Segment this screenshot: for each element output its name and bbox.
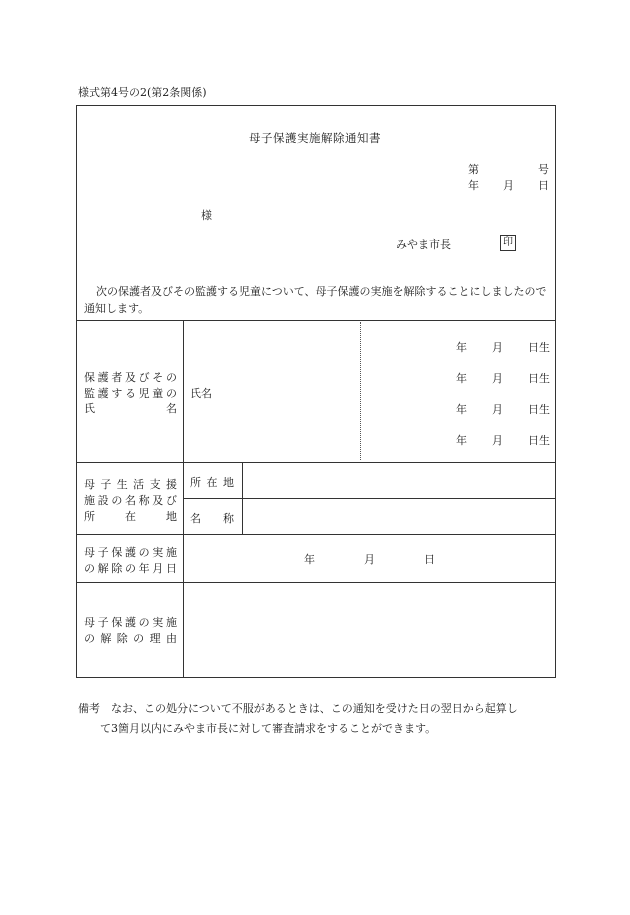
divider xyxy=(76,320,556,321)
number-go: 号 xyxy=(538,163,549,176)
issuer-name: みやま市長 xyxy=(396,238,451,251)
divider xyxy=(242,462,243,534)
number-dai: 第 xyxy=(468,163,479,176)
reason-label-line1: 母 子 保 護 の 実 施 xyxy=(84,616,177,629)
date-year: 年 xyxy=(468,179,479,192)
divider xyxy=(76,582,556,583)
divider xyxy=(183,320,184,678)
birthdate-part: 日生 xyxy=(528,403,550,416)
birthdate-part: 年 xyxy=(456,434,467,447)
addressee-suffix: 様 xyxy=(201,209,212,222)
birthdate-part: 月 xyxy=(492,341,503,354)
facility-name-label: 名 称 xyxy=(190,512,234,525)
divider xyxy=(76,462,556,463)
birthdate-part: 月 xyxy=(492,434,503,447)
form-number-label: 様式第4号の2(第2条関係) xyxy=(78,86,207,99)
birthdate-part: 月 xyxy=(492,403,503,416)
reason-label-line2: の 解 除 の 理 由 xyxy=(84,632,177,645)
guardian-label-line3: 氏 名 xyxy=(84,402,177,415)
remarks-line1: 備考 なお、この処分について不服があるときは、この通知を受けた日の翌日から起算し xyxy=(78,702,518,715)
guardian-label-line2: 監 護 す る 児 童 の xyxy=(84,387,177,400)
release-date-label-line2: の 解 除 の 年 月 日 xyxy=(84,562,177,575)
birthdate-part: 月 xyxy=(492,372,503,385)
birthdate-part: 年 xyxy=(456,403,467,416)
birthdate-part: 日生 xyxy=(528,434,550,447)
remarks-line2: て3箇月以内にみやま市長に対して審査請求をすることができます。 xyxy=(100,722,437,735)
name-label: 氏名 xyxy=(190,387,212,400)
release-month: 月 xyxy=(364,553,375,566)
birthdate-part: 日生 xyxy=(528,372,550,385)
birthdate-part: 日生 xyxy=(528,341,550,354)
seal-mark: 印 xyxy=(500,235,516,251)
date-month: 月 xyxy=(503,179,514,192)
dotted-divider xyxy=(360,322,361,460)
facility-label-line1: 母 子 生 活 支 援 xyxy=(84,478,177,491)
release-date-label-line1: 母 子 保 護 の 実 施 xyxy=(84,546,177,559)
release-year: 年 xyxy=(304,553,315,566)
birthdate-part: 年 xyxy=(456,341,467,354)
birthdate-part: 年 xyxy=(456,372,467,385)
guardian-label-line1: 保 護 者 及 び そ の xyxy=(84,371,177,384)
date-day: 日 xyxy=(538,179,549,192)
remarks-note xyxy=(78,699,556,739)
document-title: 母子保護実施解除通知書 xyxy=(249,131,381,145)
body-text: 次の保護者及びその監護する児童について、母子保護の実施を解除することにしましたので通知します。 xyxy=(84,285,547,315)
release-day: 日 xyxy=(424,553,435,566)
facility-label-line3: 所 在 地 xyxy=(84,510,177,523)
facility-label-line2: 施 設 の 名 称 及 び xyxy=(84,494,177,507)
facility-address-label: 所 在 地 xyxy=(190,476,234,489)
divider xyxy=(76,534,556,535)
divider xyxy=(183,498,556,499)
